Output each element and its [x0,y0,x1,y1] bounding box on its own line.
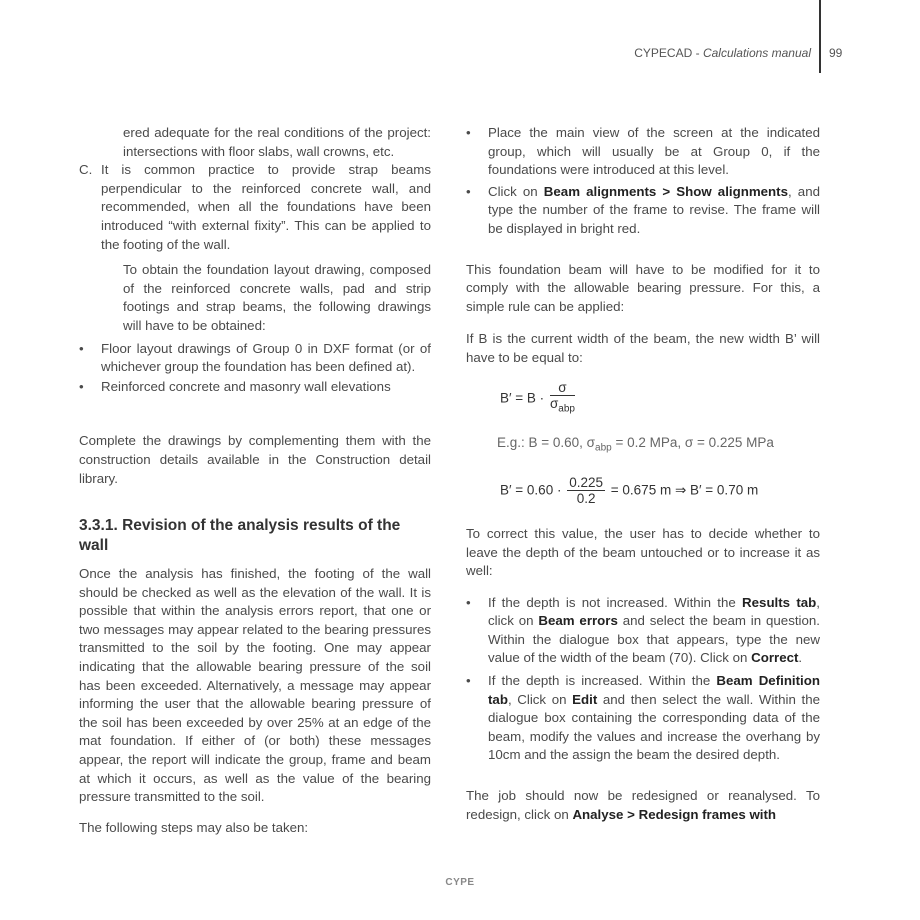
paragraph [79,565,431,807]
list-item-text [488,672,820,765]
list-item-c [79,161,431,254]
list-item-text [488,183,820,239]
text-run: The job should now be redesigned or reanalysed. To redesign, click on [466,788,820,822]
bullet-icon: • [466,125,471,140]
paragraph [466,330,820,367]
text-run: ered adequate for the real conditions of the project: intersections with floor slabs, wall crowns, etc. [123,125,431,159]
example-sub: abp [595,442,612,454]
bullet-icon: • [79,340,84,356]
bold-command-text: Edit [572,691,598,707]
bold-command-text: Beam Definition tab [488,673,820,707]
bullet-icon: • [466,673,471,689]
formula-lhs: B′ = B · [500,389,545,405]
page-number: 99 [829,46,843,60]
text-run: Floor layout drawings of Group 0 in DXF format (or of whichever group the foundation has been defined at). [101,340,431,375]
bold-command-text: Results tab [742,594,817,610]
bold-command-text: Beam alignments > Show alignments [543,183,789,199]
running-header [634,46,811,60]
denominator: 0.2 [576,490,596,506]
bullet-item [79,340,431,377]
text-run: To obtain the foundation layout drawing, composed of the reinforced concrete walls, pad and strip footings and strap beams, the following drawings will have to be obtained: [123,262,431,333]
list-item-text [101,161,431,254]
text-run: , and type the number of the frame to revise. The frame will be displayed in bright red. [488,183,820,236]
paragraph [466,525,820,581]
example-line [497,434,820,458]
paragraph [79,432,431,488]
text-run: Click on [488,183,544,199]
fraction [550,380,575,418]
numerator: 0.225 [569,474,604,490]
text-run: If B is the current width of the beam, the new width B’ will have to be equal to: [466,331,820,365]
list-item-text [101,378,431,397]
formula-rhs: = 0.675 m ⇒ B′ = 0.70 m [610,482,759,498]
den-symbol: σ [549,395,559,411]
header-subtitle: Calculations manual [702,46,811,60]
paragraph [466,261,820,317]
bullet-item [466,183,820,239]
formula-lhs: B′ = 0.60 · [500,482,562,498]
bullet-icon: • [466,594,471,610]
header-divider [819,0,821,73]
bold-command-text: Correct [751,650,799,666]
text-run: Once the analysis has finished, the footing of the wall should be checked as well as the elevation of the wall. It is possible that within the analysis errors report, that one or two messages may appear related to the bearing pressures transmitted to the soil by the footing. One may appear indicating that the allowable bearing pressure of the soil has been exceeded. Alternatively, a message may appear informing the user that the allowable bearing pressure of the soil has been exceeded by over 25% at an edge of the mat foundation. If either of (or both) these messages appear, the report will indicate the group, frame and beam at which it occurs, as well as the value of the bearing pressure transmitted to the soil. [79,566,431,805]
bullet-icon: • [466,183,471,199]
paragraph [466,787,820,824]
text-run: If the depth is increased. Within the [488,673,717,689]
bold-command-text: Beam errors [538,613,618,629]
text-run: If the depth is not increased. Within the [488,594,743,610]
list-item-text [488,124,820,180]
den-subscript: abp [558,403,575,415]
header-title: CYPECAD - [634,46,703,60]
paragraph [79,261,431,335]
text-run: Complete the drawings by complementing them with the construction details available in the Construction detail library. [79,433,431,486]
fraction [567,475,605,507]
text-run: It is common practice to provide strap beams perpendicular to the reinforced concrete wall, and recommended, when all the foundations have been introduced “with external fixity”. This can be applied to the footing of the wall. [101,162,431,252]
list-item-text [488,594,820,668]
formula-example [500,475,820,507]
list-item-text [101,340,431,377]
section-heading: 3.3.1. Revision of the analysis results of the wall [79,517,401,555]
text-run: and then select the wall. Within the dialogue box containing the corresponding data of the beam, modify the values and increase the overhang by 10cm and the assign the beam the desired depth. [488,691,820,763]
text-run: To correct this value, the user has to decide whether to leave the depth of the beam untouched or to increase it as well: [466,525,820,579]
bullet-item [466,594,820,668]
numerator: σ [550,380,575,396]
bullet-item [466,124,820,180]
bullet-item [79,378,431,397]
text-run: This foundation beam will have to be modified for it to comply with the allowable bearing pressure. For this, a simple rule can be applied: [466,261,820,314]
text-run: and select the beam in question. Within the dialogue box that appears, type the new value of the width of the beam (70). Click on [488,613,820,666]
denominator [550,396,575,418]
paragraph [79,819,431,838]
paragraph [79,124,431,161]
text-run: The following steps may also be taken: [79,819,309,835]
text-run: , click on [488,594,820,629]
bold-command-text: Analyse > Redesign frames with [572,806,777,822]
list-marker: C. [79,162,93,178]
example-a: E.g.: B = 0.60, σ [497,435,596,451]
right-column [466,124,820,824]
example-b: = 0.2 MPa, σ = 0.225 MPa [611,435,774,451]
bullet-item [466,672,820,765]
footer-brand: CYPE [445,877,475,888]
text-run: Place the main view of the screen at the indicated group, which will usually be at Group 0, if the foundations were introduced at this level. [488,125,820,178]
bullet-icon: • [79,378,84,394]
text-run: . [798,650,803,666]
text-run: , Click on [507,691,573,707]
left-column [79,124,431,837]
text-run: Reinforced concrete and masonry wall elevations [101,378,391,394]
formula-width [500,380,820,418]
